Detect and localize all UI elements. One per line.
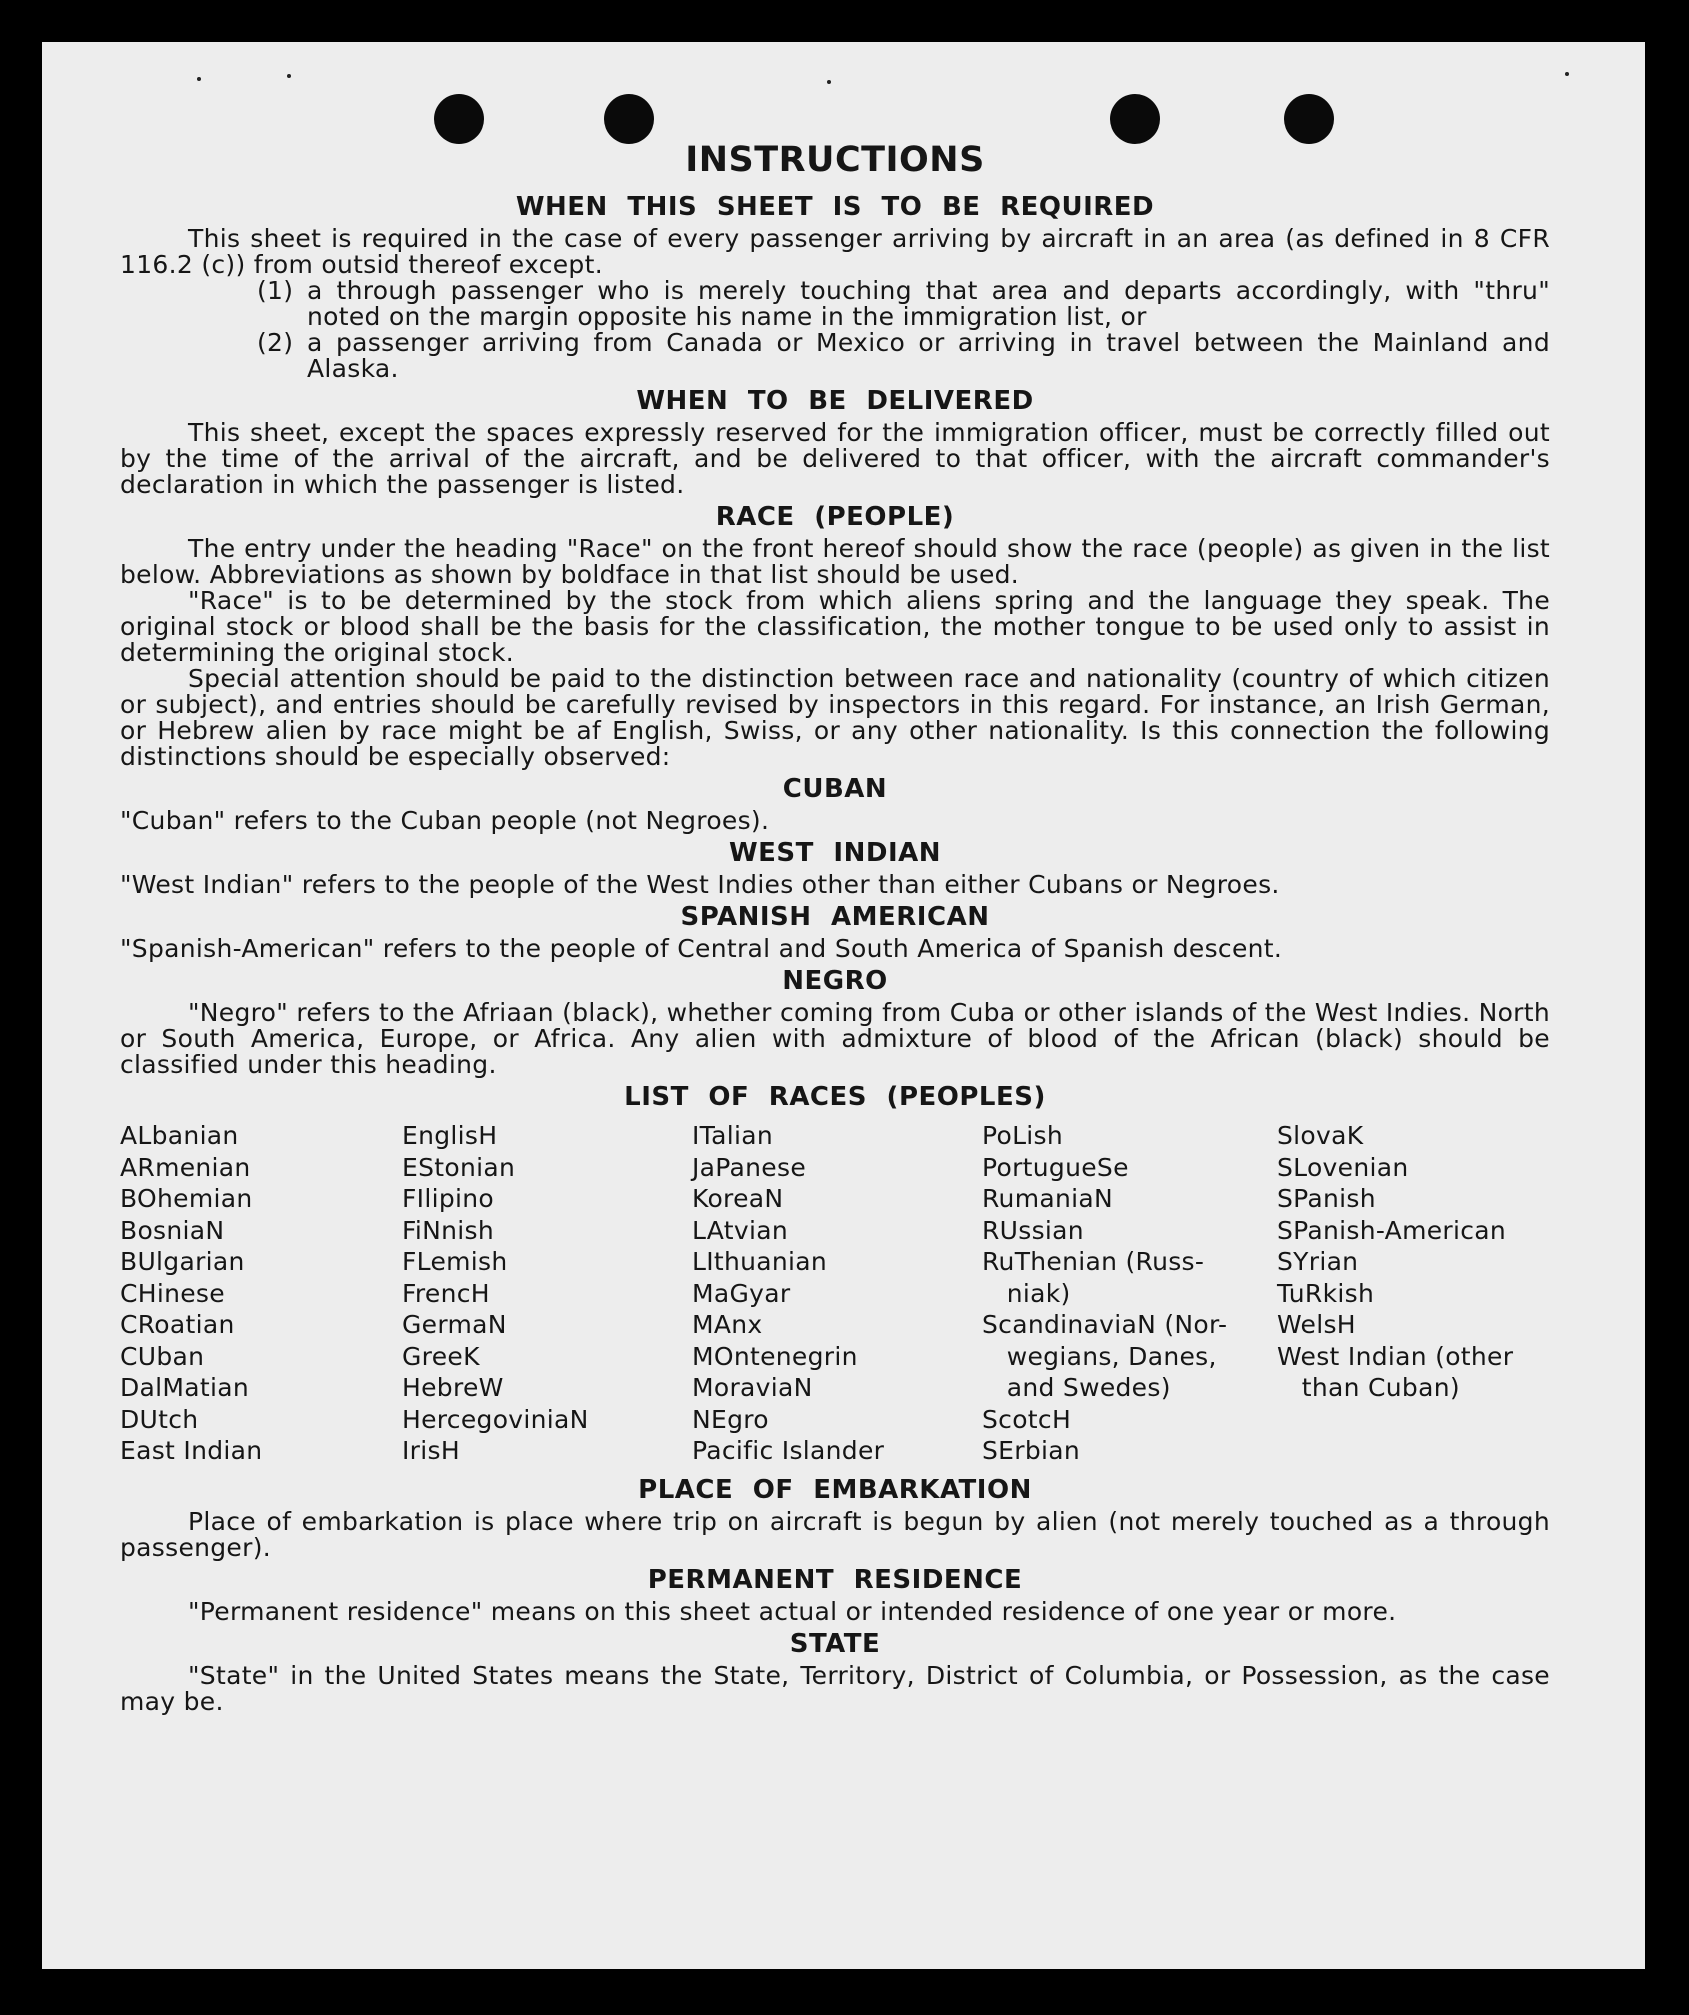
race-item: LAtvian (692, 1215, 788, 1245)
heading-when-delivered: WHEN TO BE DELIVERED (636, 386, 1034, 416)
race-item: PortugueSe (982, 1152, 1129, 1182)
exception-item (257, 330, 1550, 382)
race-paragraph: "Race" is to be determined by the stock from which aliens spring and the language they speak. The original stock or blood shall be the basis for the classification, the mother tongue to be used only to assist in determining the original stock. (120, 586, 1550, 667)
race-item: SLovenian (1277, 1152, 1409, 1182)
heading-west-indian: WEST INDIAN (728, 838, 942, 868)
state-text: "State" in the United States means the State, Territory, District of Columbia, or Possession, as the case may be. (120, 1660, 1550, 1716)
heading-embarkation: PLACE OF EMBARKATION (638, 1474, 1032, 1505)
heading-state: STATE (789, 1628, 881, 1659)
race-item: MAnx (692, 1310, 763, 1339)
race-column (120, 1120, 402, 1467)
heading-race: RACE (PEOPLE) (715, 502, 955, 532)
document-page (42, 42, 1645, 1969)
race-item: SPanish (1277, 1184, 1376, 1213)
race-item: and Swedes) (982, 1373, 1171, 1402)
race-item: RUssian (982, 1215, 1084, 1245)
race-item: niak) (982, 1278, 1071, 1308)
race-item: MaGyar (692, 1278, 791, 1308)
race-item: EnglisH (402, 1121, 498, 1150)
race-column (402, 1120, 692, 1467)
instructions-content (120, 136, 1550, 1715)
race-item: ScandinaviaN (Nor- (982, 1310, 1228, 1339)
race-item: DUtch (120, 1404, 199, 1434)
ink-speck (1565, 72, 1569, 76)
race-column (982, 1120, 1277, 1467)
race-item: PoLish (982, 1121, 1064, 1150)
heading-cuban: CUBAN (782, 774, 888, 804)
exception-text: a passenger arriving from Canada or Mexico or arriving in travel between the Mainland and Alaska. (307, 328, 1550, 383)
page-title: INSTRUCTIONS (685, 140, 985, 180)
heading-when-required: WHEN THIS SHEET IS TO BE REQUIRED (515, 192, 1155, 222)
race-item: Pacific Islander (692, 1436, 885, 1465)
race-item: LIthuanian (692, 1247, 828, 1276)
exception-number: (1) (257, 276, 294, 305)
race-item: MOntenegrin (692, 1341, 858, 1371)
heading-permanent-residence: PERMANENT RESIDENCE (647, 1564, 1023, 1595)
heading-spanish-american: SPANISH AMERICAN (680, 902, 990, 932)
when-delivered-text: This sheet, except the spaces expressly reserved for the immigration officer, must be correctly filled out by the time of the arrival of the aircraft, and be delivered to that officer, with the aircraft commander's declaration in which the passenger is listed. (120, 418, 1550, 499)
race-column (692, 1120, 982, 1467)
race-column (1277, 1120, 1550, 1467)
race-item: CRoatian (120, 1310, 235, 1339)
west-indian-text: "West Indian" refers to the people of the West Indies other than either Cubans or Negroes. (120, 870, 1280, 899)
race-item: NEgro (692, 1404, 769, 1434)
permanent-residence-text: "Permanent residence" means on this sheet actual or intended residence of one year or more. (188, 1596, 1397, 1626)
race-item: RumaniaN (982, 1184, 1113, 1213)
race-item: SlovaK (1277, 1121, 1364, 1150)
race-item: MoraviaN (692, 1373, 813, 1402)
race-item: wegians, Danes, (982, 1341, 1217, 1371)
race-item: GermaN (402, 1310, 507, 1339)
race-item: HebreW (402, 1373, 504, 1402)
heading-negro: NEGRO (782, 966, 888, 996)
spanish-american-text: "Spanish-American" refers to the people of Central and South America of Spanish descent. (120, 934, 1283, 963)
race-paragraph: The entry under the heading "Race" on the front hereof should show the race (people) as given in the list below. Abbreviations as shown by boldface in that list should be used. (120, 534, 1550, 589)
race-paragraph: Special attention should be paid to the distinction between race and nationality (country of which citizen or subject), and entries should be carefully revised by inspectors in this regard. For instance, an Irish German, or Hebrew alien by race might be af English, Swiss, or any other nationality. Is this connection the following distinctions should be especially observed: (120, 664, 1550, 771)
negro-text: "Negro" refers to the Afriaan (black), whether coming from Cuba or other islands of the West Indies. North or South America, Europe, or Africa. Any alien with admixture of blood of the African (black) should be classified under this heading. (120, 998, 1550, 1079)
ink-speck (197, 77, 201, 81)
race-item: SPanish-American (1277, 1215, 1507, 1245)
race-item: ITalian (692, 1121, 773, 1150)
race-item: CUban (120, 1341, 205, 1371)
race-item: FiNnish (402, 1215, 494, 1245)
ink-speck (287, 74, 291, 78)
race-item: West Indian (other (1277, 1341, 1514, 1371)
race-item: BUlgarian (120, 1247, 245, 1276)
race-item: CHinese (120, 1278, 225, 1308)
race-item: East Indian (120, 1436, 263, 1465)
embarkation-text: Place of embarkation is place where trip on aircraft is begun by alien (not merely touched as a through passenger). (120, 1506, 1550, 1562)
race-item: DalMatian (120, 1373, 250, 1402)
race-item: IrisH (402, 1436, 460, 1465)
race-list (120, 1120, 1550, 1467)
race-item: WelsH (1277, 1310, 1356, 1339)
exception-item (257, 278, 1550, 330)
when-required-text: This sheet is required in the case of every passenger arriving by aircraft in an area (as defined in 8 CFR 116.2 (c)) from outsid thereof except. (120, 224, 1550, 279)
race-item: BosniaN (120, 1215, 225, 1245)
race-item: KoreaN (692, 1184, 784, 1213)
ink-speck (827, 80, 831, 84)
exception-text: a through passenger who is merely touching that area and departs accordingly, with "thru" noted on the margin opposite his name in the immigration list, or (307, 276, 1550, 331)
race-item: RuThenian (Russ- (982, 1247, 1205, 1276)
cuban-text: "Cuban" refers to the Cuban people (not Negroes). (120, 806, 770, 835)
race-item: EStonian (402, 1152, 516, 1182)
race-item: ALbanian (120, 1121, 239, 1150)
heading-list-of-races: LIST OF RACES (PEOPLES) (624, 1082, 1046, 1112)
race-item: FrencH (402, 1278, 490, 1308)
race-item: JaPanese (692, 1152, 806, 1182)
race-item: ScotcH (982, 1404, 1072, 1434)
exception-number: (2) (257, 328, 294, 357)
race-item: ARmenian (120, 1152, 251, 1182)
race-item: than Cuban) (1277, 1373, 1460, 1402)
race-item: FLemish (402, 1247, 508, 1276)
race-item: SErbian (982, 1436, 1081, 1465)
race-item: TuRkish (1277, 1278, 1375, 1308)
race-item: BOhemian (120, 1184, 253, 1213)
race-item: FIlipino (402, 1184, 494, 1213)
race-item: SYrian (1277, 1247, 1359, 1276)
exception-list (257, 278, 1550, 382)
race-item: GreeK (402, 1341, 480, 1371)
race-item: HercegoviniaN (402, 1404, 589, 1434)
